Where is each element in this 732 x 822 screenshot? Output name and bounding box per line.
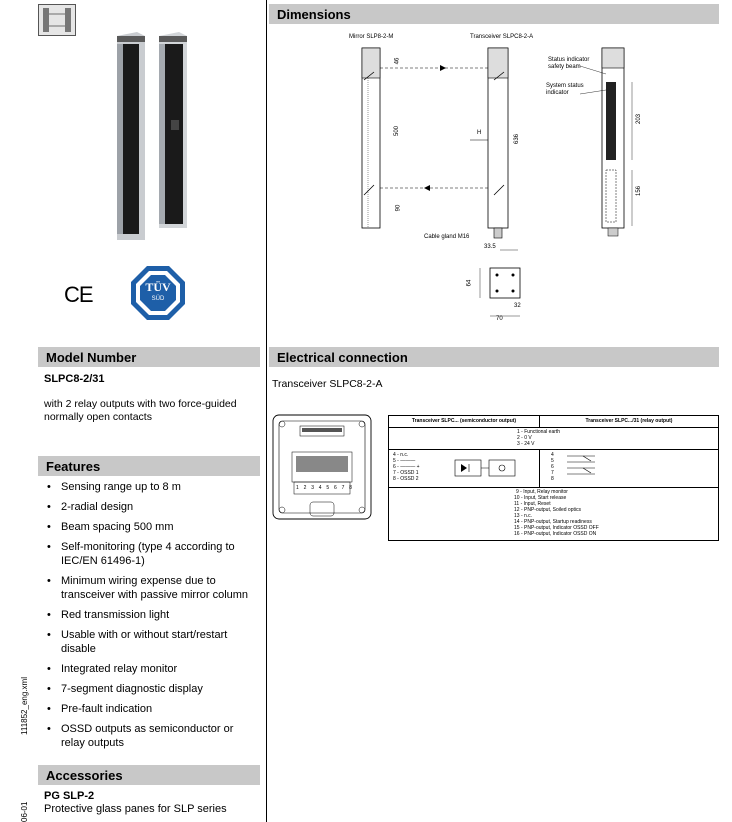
table-row: 15 - PNP-output, Indicator OSSD OFF (514, 525, 599, 531)
system-status-label: System status indicator (546, 83, 584, 96)
features-list (44, 480, 260, 756)
terminal-number: 2 (303, 485, 307, 491)
tuv-label: TÜV (145, 280, 171, 294)
feature-item: • Pre-fault indication (44, 702, 260, 716)
table-row: 10 - Input, Start release (514, 495, 567, 501)
dim-64: 64 (466, 279, 473, 287)
status-indicator-label: Status indicator safety beam (548, 57, 590, 70)
table-row: 8 - OSSD 2 (393, 476, 419, 482)
table-row: 4 - n.c. (393, 452, 409, 458)
features-heading: Features (38, 456, 260, 476)
dim-203: 203 (636, 113, 643, 125)
dimensions-drawing (340, 30, 660, 330)
table-divider (389, 449, 718, 450)
table-divider (389, 487, 718, 488)
dim-h: H (477, 130, 482, 136)
table-row: 5 (551, 458, 554, 464)
feature-item: • Red transmission light (44, 608, 260, 622)
feature-item: • OSSD outputs as semiconductor or relay outputs (44, 722, 260, 750)
dim-500: 500 (394, 125, 401, 137)
cable-gland-label: Cable gland M16 (424, 234, 470, 240)
dim-156: 156 (636, 185, 643, 197)
table-row: 12 - PNP-output, Soiled optics (514, 507, 581, 513)
semiconductor-output-symbol (449, 454, 529, 482)
table-row: 2 - 0 V (517, 435, 532, 441)
terminal-number: 3 (311, 485, 314, 491)
dim-33-5: 33.5 (484, 244, 496, 250)
transceiver-label: Transceiver SLPC8-2-A (470, 34, 534, 40)
table-row: 6 - ——— + (393, 464, 420, 470)
feature-item: • Integrated relay monitor (44, 662, 260, 676)
table-row: 1 - Functional earth (517, 429, 561, 435)
feature-item: • Self-monitoring (type 4 according to IEC/EN 61496-1) (44, 540, 260, 568)
electrical-heading: Electrical connection (269, 347, 719, 367)
terminal-numbers (296, 485, 352, 491)
table-row: 14 - PNP-output, Startup readiness (514, 519, 592, 525)
dimensions-heading: Dimensions (269, 4, 719, 24)
terminal-number: 7 (341, 485, 345, 491)
product-thumbnail-icon (38, 4, 76, 36)
column-divider (266, 0, 267, 822)
feature-item: • Minimum wiring expense due to transceiver with passive mirror column (44, 574, 260, 602)
feature-item: • Usable with or without start/restart disable (44, 628, 260, 656)
sud-label: SÜD (151, 296, 165, 302)
accessories-heading: Accessories (38, 765, 260, 785)
table-row: 5 - ——— (393, 458, 416, 464)
accessory-name: PG SLP-2 (44, 790, 95, 802)
terminal-block-drawing (272, 414, 372, 520)
tuv-sud-badge (130, 265, 186, 321)
document-date: 06-01 (20, 801, 29, 822)
dim-32: 32 (514, 303, 521, 309)
accessory-description: Protective glass panes for SLP series (44, 803, 227, 815)
table-row: 8 (551, 476, 554, 482)
dim-46: 46 (394, 57, 401, 65)
feature-item: • 7-segment diagnostic display (44, 682, 260, 696)
pinout-table (388, 415, 719, 541)
product-photo (105, 28, 200, 243)
dim-90: 90 (395, 204, 402, 212)
table-header-relay: Transceiver SLPC.../31 (relay output) (540, 416, 718, 428)
table-row: 13 - n.c. (514, 513, 533, 519)
mirror-label: Mirror SLP8-2-M (349, 34, 394, 40)
ce-mark: CE (64, 282, 93, 307)
table-row: 7 (551, 470, 554, 476)
table-row: 6 (551, 464, 554, 470)
relay-contact-symbol (565, 452, 605, 482)
table-header-semiconductor: Transceiver SLPC... (semiconductor output) (389, 416, 540, 428)
model-number-heading: Model Number (38, 347, 260, 367)
terminal-number: 5 (326, 485, 330, 491)
table-row: 7 - OSSD 1 (393, 470, 419, 476)
document-code: 111852_eng.xml (20, 677, 29, 735)
table-row: 9 - Input, Relay monitor (516, 489, 568, 495)
table-row: 11 - Input, Reset (514, 501, 551, 507)
model-description: with 2 relay outputs with two force-guided normally open contacts (44, 398, 237, 423)
model-number: SLPC8-2/31 (44, 373, 105, 385)
terminal-number: 6 (333, 485, 337, 491)
dim-70: 70 (496, 316, 503, 322)
table-row: 4 (551, 452, 554, 458)
table-row: 16 - PNP-output, Indicator OSSD ON (514, 531, 597, 537)
dim-636: 636 (514, 133, 521, 145)
feature-item: • 2-radial design (44, 500, 260, 514)
terminal-number: 8 (349, 485, 352, 491)
feature-item: • Beam spacing 500 mm (44, 520, 260, 534)
table-row: 3 - 24 V (517, 441, 535, 447)
terminal-number: 4 (318, 485, 322, 491)
feature-item: • Sensing range up to 8 m (44, 480, 260, 494)
table-divider (539, 449, 540, 487)
electrical-subtitle: Transceiver SLPC8-2-A (272, 378, 383, 390)
terminal-number: 1 (296, 485, 299, 491)
